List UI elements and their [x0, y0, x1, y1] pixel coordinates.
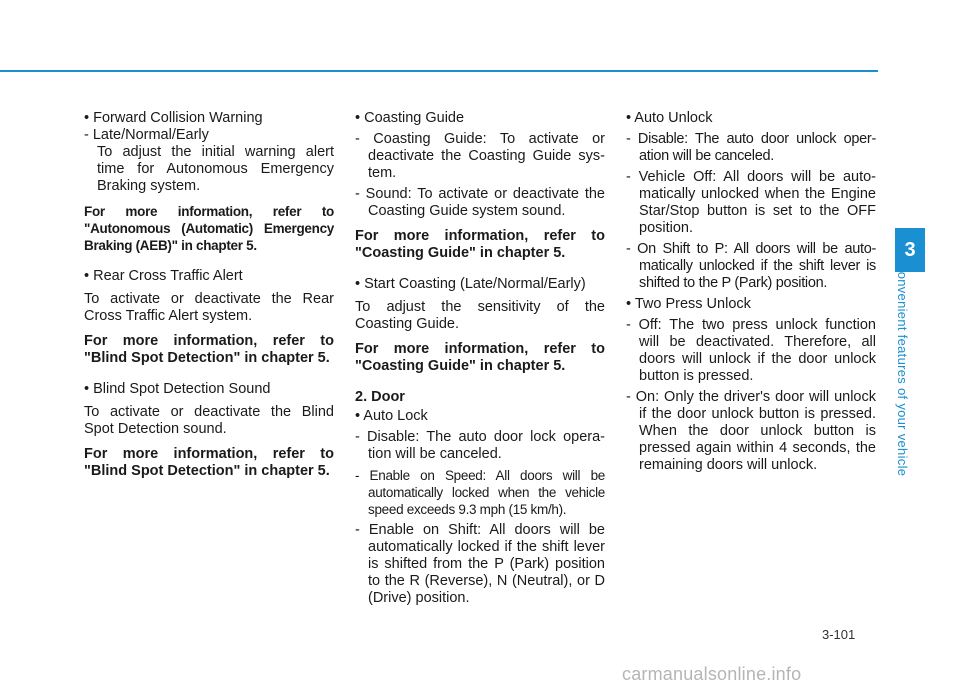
- chapter-number-tab: 3: [895, 228, 925, 272]
- forward-collision-warning-ref: For more information, refer to "Autonomous (Automatic) Emergency Braking (AEB)" in chapter 5.: [84, 204, 334, 253]
- coasting-guide-sound-item: - Sound: To activate or deactivate the Coasting Guide system sound.: [355, 186, 605, 219]
- auto-lock-disable: - Disable: The auto door lock opera-tion will be canceled.: [355, 429, 605, 462]
- rear-cross-traffic-alert-title: • Rear Cross Traffic Alert: [84, 268, 243, 284]
- blind-spot-sound-ref: For more information, refer to "Blind Spot Detection" in chapter 5.: [84, 446, 334, 479]
- auto-unlock-shift-p: - On Shift to P: All doors will be auto-matically unlocked if the shift lever is shifted to the P (Park) position.: [626, 241, 876, 291]
- coasting-guide-item: - Coasting Guide: To activate or deactivate the Coasting Guide sys-tem.: [355, 131, 605, 181]
- start-coasting-title: • Start Coasting (Late/Normal/Early): [355, 276, 586, 292]
- auto-unlock-vehicle-off: - Vehicle Off: All doors will be auto-matically unlocked when the Engine Star/Stop button is set to the OFF position.: [626, 169, 876, 236]
- column-left: [84, 110, 334, 480]
- door-heading: 2. Door: [355, 389, 405, 405]
- auto-unlock-disable: - Disable: The auto door unlock oper-ation will be canceled.: [626, 131, 876, 164]
- auto-lock-enable-speed: - Enable on Speed: All doors will be automatically locked when the vehicle speed exceeds 9.3 mph (15 km/h).: [355, 468, 605, 517]
- auto-lock-enable-shift: - Enable on Shift: All doors will be automatically locked if the shift lever is shifted from the P (Park) position to the R (Reverse), N (Neutral), or D (Drive) position.: [355, 522, 605, 606]
- rear-cross-traffic-alert-ref: For more information, refer to "Blind Spot Detection" in chapter 5.: [84, 333, 334, 366]
- start-coasting-ref: For more information, refer to "Coasting Guide" in chapter 5.: [355, 341, 605, 374]
- blind-spot-sound-title: • Blind Spot Detection Sound: [84, 381, 271, 397]
- watermark: carmanualsonline.info: [622, 664, 802, 684]
- forward-collision-warning-title: • Forward Collision Warning: [84, 110, 263, 126]
- page-number: 3-101: [822, 627, 856, 642]
- rear-cross-traffic-alert-desc: To activate or deactivate the Rear Cross Traffic Alert system.: [84, 291, 334, 324]
- two-press-unlock-title: • Two Press Unlock: [626, 296, 751, 312]
- two-press-unlock-on: - On: Only the driver's door will unlock if the door unlock button is pressed. When the door unlock button is pressed again within 4 seconds, the remaining doors will unlock.: [626, 389, 876, 473]
- chapter-title-vertical: Convenient features of your vehicle: [895, 262, 910, 477]
- blind-spot-sound-desc: To activate or deactivate the Blind Spot Detection sound.: [84, 404, 334, 437]
- column-right: [626, 110, 876, 474]
- coasting-guide-ref: For more information, refer to "Coasting Guide" in chapter 5.: [355, 228, 605, 261]
- auto-lock-title: • Auto Lock: [355, 408, 428, 424]
- auto-unlock-title: • Auto Unlock: [626, 110, 713, 126]
- two-press-unlock-off: - Off: The two press unlock function will be deactivated. Therefore, all doors will unlock if the door unlock button is pressed.: [626, 317, 876, 384]
- header-rule: [0, 70, 878, 72]
- forward-collision-warning-desc: To adjust the initial warning alert time for Autonomous Emergency Braking system.: [97, 144, 334, 194]
- column-middle: [355, 110, 605, 607]
- forward-collision-warning-option: - Late/Normal/Early: [84, 127, 209, 143]
- coasting-guide-title: • Coasting Guide: [355, 110, 465, 126]
- start-coasting-desc: To adjust the sensitivity of the Coasting Guide.: [355, 299, 605, 332]
